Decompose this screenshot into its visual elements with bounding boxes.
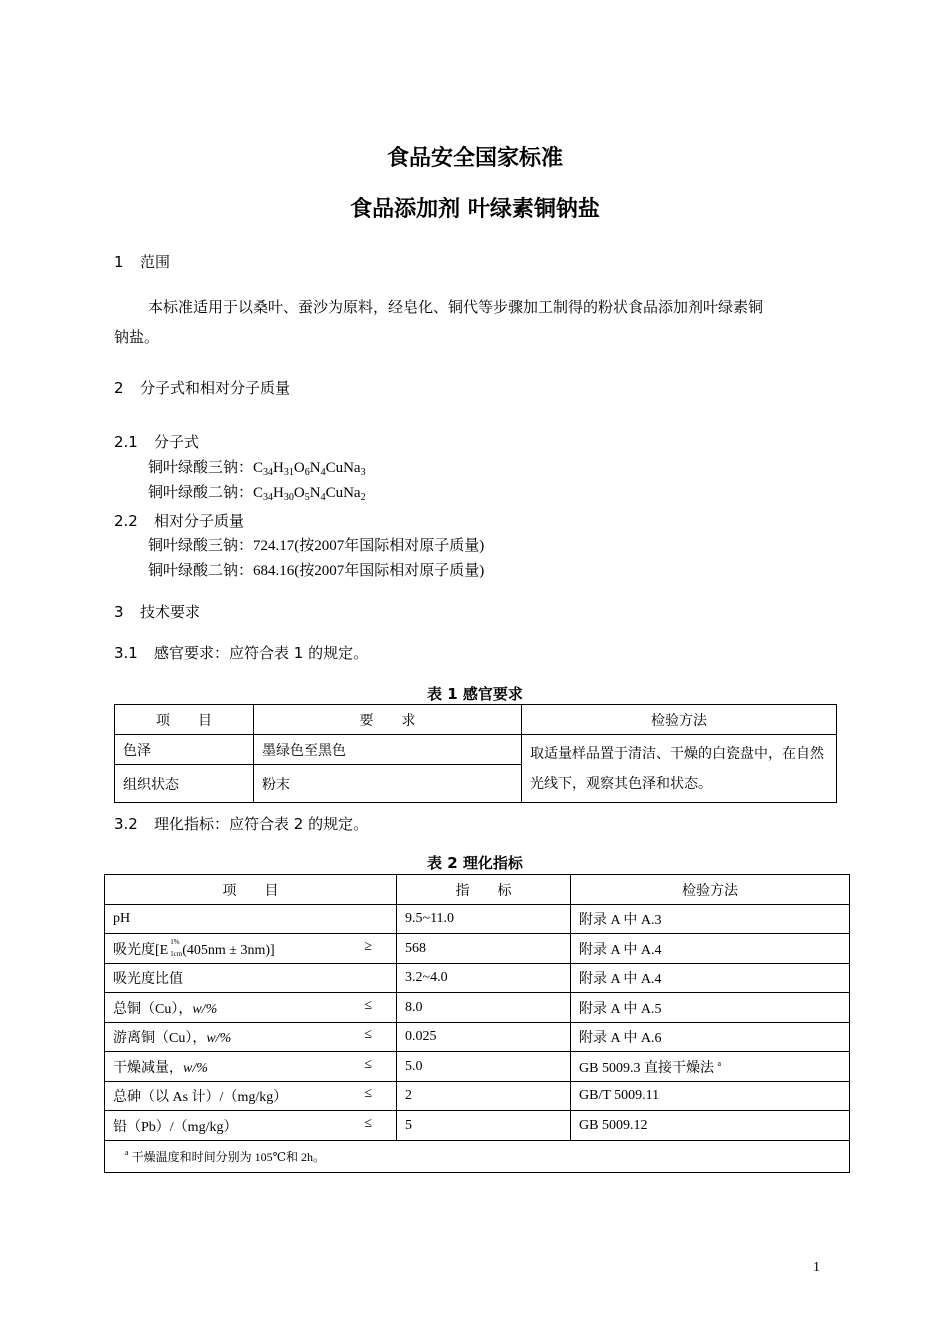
- formula-disodium: 铜叶绿酸二钠：$C_{34}H_{30}O_5N_4CuNa_2$: [148, 485, 366, 503]
- table-cell-value: 3.2~4.0: [397, 964, 571, 993]
- table-cell-method: 取适量样品置于清洁、干燥的白瓷盘中，在自然 光线下，观察其色泽和状态。: [522, 735, 837, 803]
- table-row: [105, 993, 850, 1023]
- table-cell-item: 游离铜（Cu），w/% ≤: [105, 1023, 397, 1052]
- section-title: 相对分子质量: [154, 512, 245, 530]
- table-cell-item: pH: [105, 905, 397, 934]
- table-1: [114, 704, 837, 803]
- section-title: 分子式: [154, 433, 200, 451]
- table-cell-item: 总铜（Cu），w/% ≤: [105, 993, 397, 1023]
- table-cell-method: 附录 A 中 A.6: [571, 1023, 850, 1052]
- table-cell-item: 干燥减量，w/% ≤: [105, 1052, 397, 1082]
- table-row: [105, 905, 850, 934]
- table-row: [105, 934, 850, 964]
- table-cell-method: GB 5009.3 直接干燥法 $^a$: [571, 1052, 850, 1082]
- table-cell-item: 总砷（以 As 计）/（mg/kg） ≤: [105, 1082, 397, 1111]
- section-2-1-heading: [114, 431, 199, 452]
- section-3-1-heading: [114, 642, 368, 663]
- section-number: 2.1: [114, 433, 138, 451]
- section-number: 2.2: [114, 512, 138, 530]
- table-cell-item: 铅（Pb）/（mg/kg） ≤: [105, 1111, 397, 1141]
- table-cell-method: 附录 A 中 A.4: [571, 934, 850, 964]
- table-header-cell: 项 目: [105, 875, 397, 905]
- section-number: 3.2: [114, 815, 138, 833]
- table-header-cell: 指 标: [397, 875, 571, 905]
- section-title: 感官要求：应符合表 1 的规定。: [154, 644, 369, 662]
- table-row: [105, 1082, 850, 1111]
- table-row: [105, 1052, 850, 1082]
- table-cell-method: 附录 A 中 A.5: [571, 993, 850, 1023]
- section-2-2-heading: [114, 510, 244, 531]
- section-1-heading: [114, 251, 170, 272]
- table-cell-value: 5: [397, 1111, 571, 1141]
- table-cell-item: 吸光度[E 1% 1cm (405nm ± 3nm)] ≥: [105, 934, 397, 964]
- table-row: [105, 964, 850, 993]
- table-cell: 墨绿色至黑色: [254, 735, 522, 765]
- table-cell-method: GB 5009.12: [571, 1111, 850, 1141]
- table-header-row: [115, 705, 837, 735]
- table-cell-value: 9.5~11.0: [397, 905, 571, 934]
- table-cell: 粉末: [254, 765, 522, 803]
- section-title: 理化指标：应符合表 2 的规定。: [154, 815, 369, 833]
- table-footnote-row: [105, 1141, 850, 1173]
- table-cell-method: GB/T 5009.11: [571, 1082, 850, 1111]
- scope-line-2: 钠盐。: [114, 330, 160, 346]
- section-2-heading: [114, 377, 290, 398]
- formula-trisodium: 铜叶绿酸三钠：$C_{34}H_{31}O_6N_4CuNa_3$: [148, 460, 366, 478]
- footnote-marker: a: [717, 1058, 722, 1068]
- section-3-2-heading: [114, 813, 368, 834]
- section-title: 技术要求: [140, 603, 201, 621]
- table-cell-value: 568: [397, 934, 571, 964]
- mass-trisodium: 铜叶绿酸三钠：724.17(按2007年国际相对原子质量): [148, 538, 485, 554]
- table-cell-value: 2: [397, 1082, 571, 1111]
- table-footnote: $^a$ 干燥温度和时间分别为 105℃和 2h。: [105, 1141, 850, 1173]
- mass-disodium: 铜叶绿酸二钠：684.16(按2007年国际相对原子质量): [148, 563, 485, 579]
- table-cell-value: 5.0: [397, 1052, 571, 1082]
- section-number: 3.1: [114, 644, 138, 662]
- table-header-row: [105, 875, 850, 905]
- section-number: 3: [114, 603, 124, 621]
- table-cell-method: 附录 A 中 A.4: [571, 964, 850, 993]
- page-title: 食品安全国家标准: [386, 146, 563, 171]
- table-row: [105, 1111, 850, 1141]
- table-cell-value: 0.025: [397, 1023, 571, 1052]
- table-2: [104, 874, 850, 1173]
- table-cell: 色泽: [115, 735, 254, 765]
- table-row: [115, 735, 837, 765]
- page-subtitle: 食品添加剂 叶绿素铜钠盐: [350, 197, 600, 222]
- section-title: 分子式和相对分子质量: [140, 379, 291, 397]
- table-header-cell: 检验方法: [571, 875, 850, 905]
- table-cell: 组织状态: [115, 765, 254, 803]
- table-cell-value: 8.0: [397, 993, 571, 1023]
- table-header-cell: 检验方法: [522, 705, 837, 735]
- section-3-heading: [114, 601, 200, 622]
- table-cell-method: 附录 A 中 A.3: [571, 905, 850, 934]
- section-number: 2: [114, 379, 124, 397]
- absorbance-notation: 1% 1cm: [170, 937, 183, 958]
- scope-line-1: 本标准适用于以桑叶、蚕沙为原料，经皂化、铜代等步骤加工制得的粉状食品添加剂叶绿素铜: [148, 300, 764, 316]
- section-title: 范围: [140, 253, 171, 271]
- page-number: 1: [813, 1260, 820, 1275]
- table-row: [105, 1023, 850, 1052]
- table-1-caption: 表 1 感官要求: [427, 685, 523, 703]
- table-header-cell: 要 求: [254, 705, 522, 735]
- table-cell-item: 吸光度比值: [105, 964, 397, 993]
- table-2-caption: 表 2 理化指标: [427, 854, 523, 872]
- table-header-cell: 项 目: [115, 705, 254, 735]
- section-number: 1: [114, 253, 124, 271]
